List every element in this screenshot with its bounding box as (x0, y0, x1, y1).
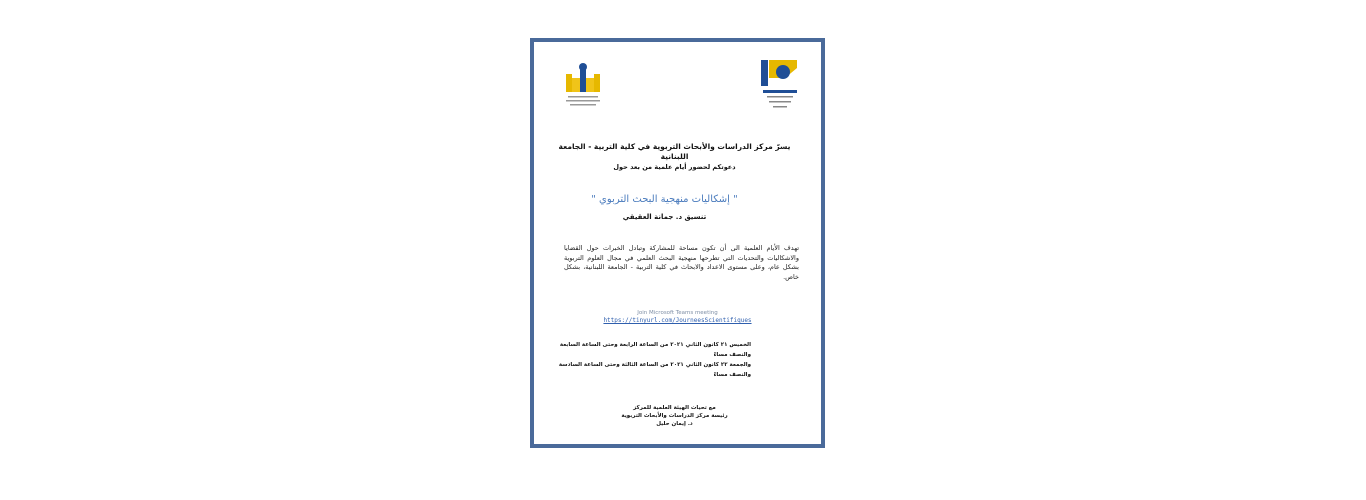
footer-line: مع تحيات الهيئة العلمية للمركز (633, 405, 716, 411)
signature-block (548, 404, 801, 428)
footer-line: د. إيمان حليل (656, 421, 693, 427)
event-description: تهدف الأيام العلمية الى أن تكون مساحة للمشاركة وتبادل الخبرات حول القضايا والاشكاليات والتحديات التي تطرحها منهجية البحث العلمي في مجال العلوم التربوية بشكل عام، وعلى مستوى الاعداد والابحاث في كلية التربية - الجامعة اللبنانية، بشكل خاص. (564, 244, 799, 281)
invitation-header (548, 142, 801, 172)
research-center-logo-icon (558, 60, 608, 112)
coordinator: تنسيق د. جمانة العقيقي (622, 213, 707, 221)
footer-line: رئيسة مركز الدراسات والأبحاث التربوية (621, 413, 728, 419)
event-title: " إشكاليات منهجية البحث التربوي " (591, 194, 738, 205)
teams-meeting-block (554, 309, 801, 325)
schedule-line: والجمعة ٢٢ كانون الثاني ٢٠٢١ من الساعة الثالثة وحتى الساعة السادسة والنصف مساءً (558, 362, 751, 378)
schedule-line: الخميس ٢١ كانون الثاني ٢٠٢١ من الساعة الرابعة وحتى الساعة السابعة والنصف مساءً (559, 342, 751, 358)
header-line-2: دعوتكم لحضور أيام علمية من بعد حول (613, 163, 736, 171)
document-page (530, 38, 825, 448)
teams-link[interactable]: https://tinyurl.com/JourneesScientifiques (603, 317, 752, 324)
schedule (554, 340, 751, 380)
header-line-1: يسرّ مركز الدراسات والأبحاث التربوية في كلية التربية - الجامعة اللبنانية (558, 142, 791, 161)
teams-label: Join Microsoft Teams meeting (637, 310, 718, 316)
lebanese-university-logo-icon (757, 56, 803, 114)
